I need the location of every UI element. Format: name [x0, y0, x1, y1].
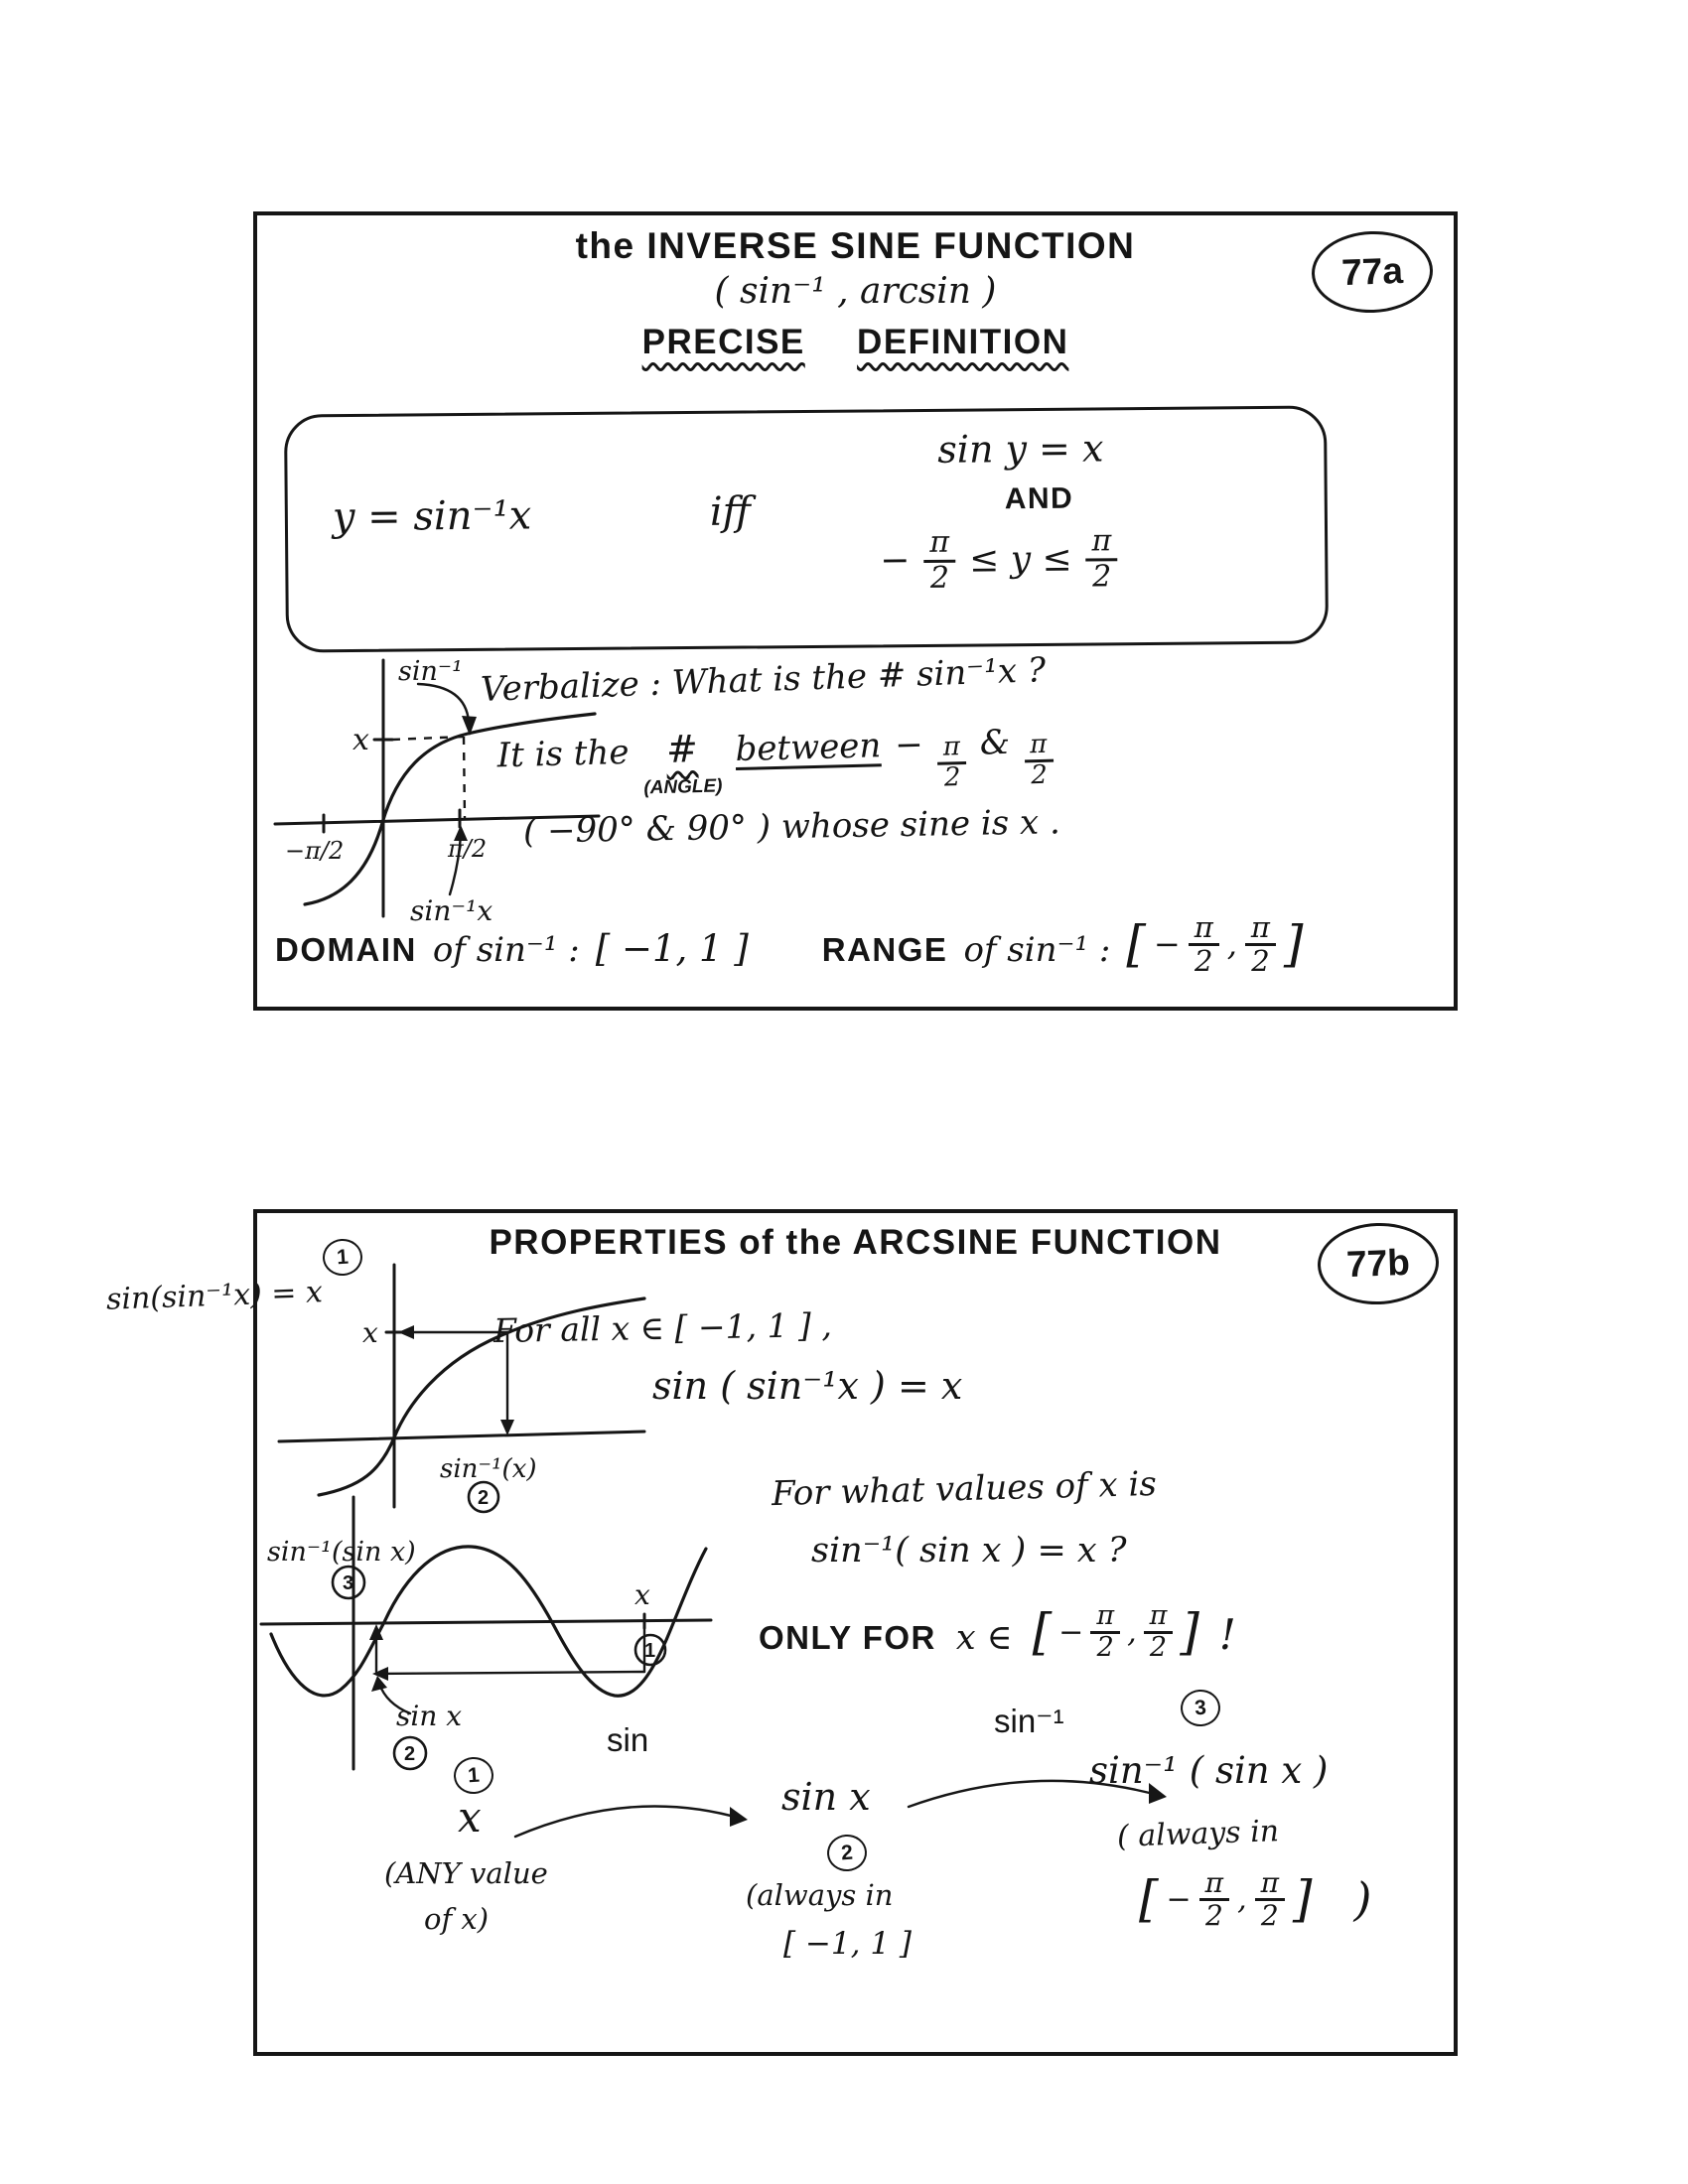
y-value-label: x: [362, 1316, 378, 1349]
domain-word: DOMAIN: [275, 931, 417, 969]
fraction-pi-over-2: $\frac{\pi}{2}$: [1245, 912, 1276, 977]
only-for-line: [759, 1602, 1236, 1663]
minus-sign: −: [1153, 925, 1181, 964]
circled-step-2: 2: [404, 1743, 416, 1765]
minus-sign: −: [1166, 1881, 1192, 1917]
domain-range-line: [275, 912, 1304, 977]
flow-arcsine-note1: ( always in: [1116, 1814, 1280, 1854]
circled-step-1: 1: [322, 1238, 363, 1278]
page-number-badge-77b: 77b: [1317, 1221, 1441, 1306]
flow-arcsine-sinx: sin⁻¹ ( sin x ): [1089, 1749, 1329, 1792]
y-value-label: x: [352, 723, 369, 757]
flow-sinx-note1: (always in: [746, 1878, 894, 1912]
curve-arrow-label: sin⁻¹: [398, 656, 463, 687]
verbalize-line1: Verbalize : What is the # sin⁻¹x ?: [480, 650, 1047, 710]
circled-step-1: 1: [453, 1756, 494, 1796]
panel-77b: [105, 1209, 1458, 2056]
range-value: [ − $\frac{\pi}{2}$ , $\frac{\pi}{2}$ ]: [1126, 910, 1304, 979]
tick-pos-pi-2: π/2: [448, 835, 488, 863]
fraction-pi-over-2: $\frac{\pi}{2}$: [936, 734, 967, 792]
flow-sinx-note2: [ −1, 1 ]: [783, 1926, 913, 1962]
precise-word: PRECISE: [641, 323, 805, 361]
range-word: RANGE: [821, 931, 948, 969]
panel-a-title: the INVERSE SINE FUNCTION: [575, 225, 1136, 266]
minus-sign: −: [894, 725, 924, 765]
only-for-words: ONLY FOR: [759, 1619, 936, 1657]
sine-value-label: sin x: [396, 1700, 463, 1732]
flow-sinx: sin x: [781, 1775, 871, 1819]
margin-identity-equation: sin(sin⁻¹x) = x: [105, 1275, 324, 1317]
panel-a-heading: [257, 323, 1454, 362]
definition-lhs: y = sin⁻¹x: [332, 492, 532, 541]
page-number-badge-77a: 77a: [1311, 229, 1435, 315]
definition-box: [284, 405, 1329, 652]
panel-b-title: PROPERTIES of the ARCSINE FUNCTION: [489, 1223, 1222, 1262]
x-in-symbol: x ∈: [955, 1618, 1013, 1659]
circled-step-3: 3: [1180, 1689, 1221, 1728]
flow-input-x: x: [458, 1793, 482, 1842]
circled-step-3: 3: [343, 1572, 354, 1594]
arcsine-identity-graph: [275, 1257, 652, 1515]
domain-value: [ −1, 1 ]: [595, 927, 749, 971]
exclamation: !: [1218, 1610, 1236, 1660]
fraction-pi-over-2: $\frac{\pi}{2}$: [1199, 1868, 1229, 1931]
definition-and: AND: [1004, 481, 1074, 516]
panel-a-subtitle: ( sin⁻¹ , arcsin ): [714, 271, 997, 312]
angle-note: (ANGLE): [643, 775, 723, 799]
minus-sign: −: [880, 540, 911, 582]
between-word: between: [735, 726, 882, 770]
fraction-pi-over-2: $\frac{\pi}{2}$: [1024, 732, 1055, 790]
question-line2: sin⁻¹( sin x ) = x ?: [811, 1531, 1127, 1570]
question-line1: For what values of x is: [771, 1463, 1158, 1515]
arcsine-of-sine-label: sin⁻¹(sin x): [267, 1537, 416, 1568]
x-axis: [279, 1432, 644, 1441]
ampersand: &: [979, 722, 1011, 763]
arcsine-map-label: sin⁻¹: [994, 1703, 1064, 1739]
fraction-pi-over-2: $\frac{\pi}{2}$: [1090, 1602, 1120, 1663]
verbalize-line2: [496, 721, 1054, 804]
domain-rest: of sin⁻¹ :: [432, 930, 580, 971]
flow-arcsine-interval: [ − $\frac{\pi}{2}$ , $\frac{\pi}{2}$ ] ): [1139, 1866, 1372, 1933]
panel-77a: [253, 211, 1458, 1011]
range-rest: of sin⁻¹ :: [963, 930, 1111, 971]
minus-sign: −: [1058, 1614, 1084, 1650]
arcsine-value-label: sin⁻¹x: [410, 894, 493, 927]
tick-neg-pi-2: −π/2: [285, 837, 345, 865]
definition-word: DEFINITION: [857, 323, 1069, 361]
fraction-pi-over-2: $\frac{\pi}{2}$: [1189, 912, 1219, 977]
identity-equation: sin ( sin⁻¹x ) = x: [652, 1364, 963, 1408]
verbalize-line2-pre: It is the: [496, 732, 630, 776]
fraction-pi-over-2: $\frac{\pi}{2}$: [1144, 1602, 1174, 1663]
definition-rhs1: sin y = x: [937, 426, 1104, 472]
x-point-label: x: [634, 1578, 650, 1611]
flow-input-note1: (ANY value: [384, 1856, 548, 1890]
forall-statement: For all x ∈ [ −1, 1 ] ,: [492, 1305, 833, 1350]
arcsine-value-label: sin⁻¹(x): [440, 1454, 537, 1484]
sine-map-label: sin: [607, 1721, 649, 1758]
circled-step-2: 2: [826, 1834, 868, 1873]
definition-iff: iff: [709, 488, 752, 535]
closing-paren: ): [1353, 1872, 1372, 1927]
number-hash-symbol: #: [665, 727, 699, 771]
flow-input-note2: of x): [424, 1902, 490, 1936]
fraction-pi-over-2: $\frac{\pi}{2}$: [923, 527, 955, 594]
constraint-middle: ≤ y ≤: [968, 538, 1072, 581]
circled-step-2: 2: [478, 1487, 490, 1509]
verbalize-line3: ( −90° & 90° ) whose sine is x .: [522, 802, 1061, 852]
definition-constraint: [880, 525, 1118, 594]
fraction-pi-over-2: $\frac{\pi}{2}$: [1085, 525, 1117, 592]
fraction-pi-over-2: $\frac{\pi}{2}$: [1255, 1868, 1285, 1931]
sine-map-arrow: [507, 1757, 756, 1851]
pi-interval: [ − $\frac{\pi}{2}$ , $\frac{\pi}{2}$ ]: [1032, 1600, 1199, 1664]
circled-step-1: 1: [644, 1640, 656, 1662]
